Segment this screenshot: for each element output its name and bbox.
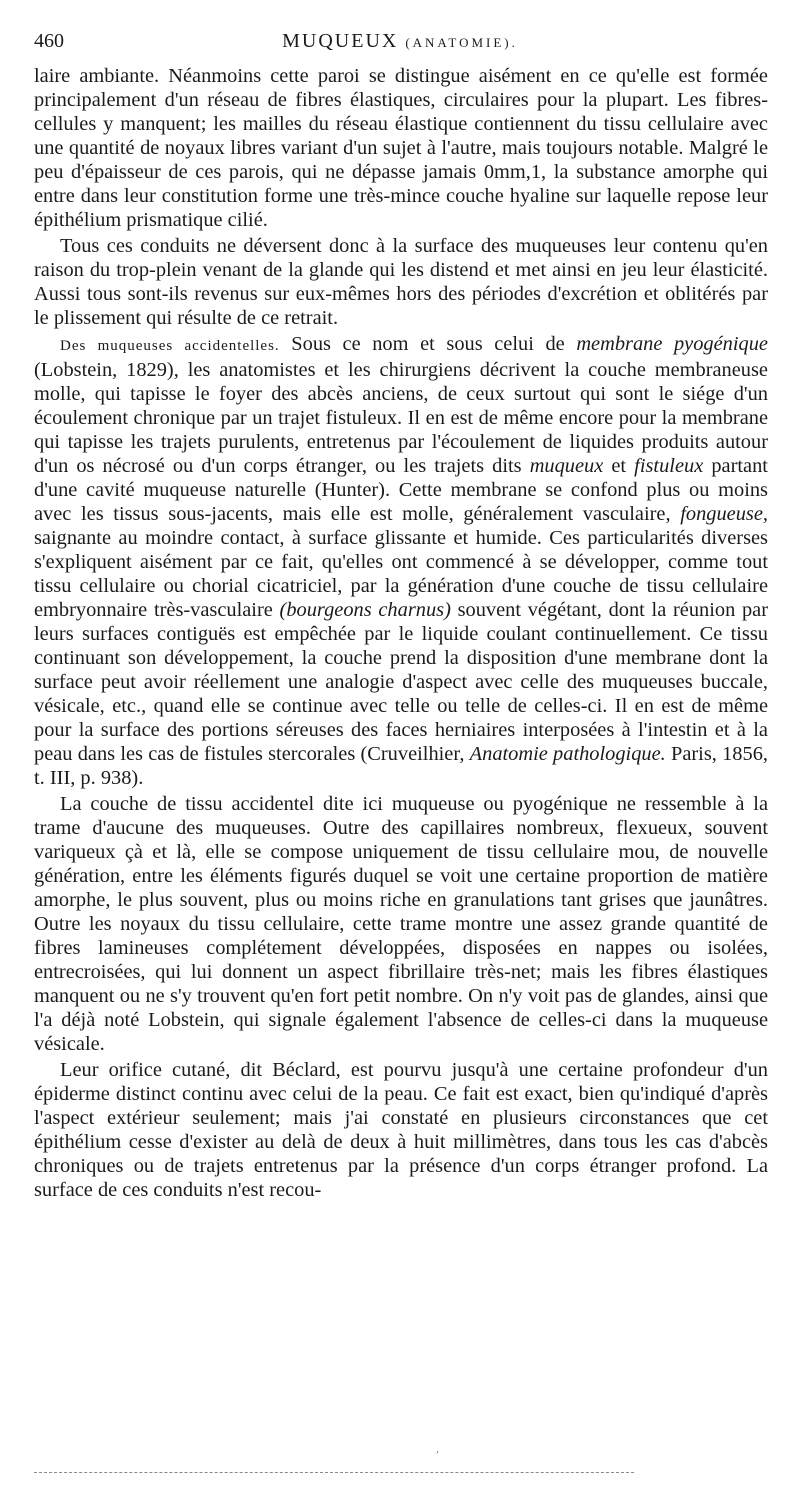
paragraph-4: La couche de tissu accidentel dite ici muqueuse ou pyogénique ne ressemble à la trame d'aucune des muqueuses. Outre des capillaires nombreux, flexueux, souvent variqueux çà et là, elle se compose uniquement de tissu cellulaire mou, de nouvelle génération, entre les éléments figurés duquel se voit une certaine proportion de matière amorphe, le plus souvent, plus ou moins riche en granulations tant grises que jaunâtres. Outre les noyaux du tissu cellulaire, cette trame montre une assez grande quantité de fibres lamineuses complétement développées, disposées en nappes ou isolées, entrecroisées, qui lui donnent un aspect fibrillaire très-net; mais les fibres élastiques manquent ou ne s'y trouvent qu'en fort petit nombre. On n'y voit pas de glandes, ainsi que l'a déjà noté Lobstein, qui signale également l'absence de celles-ci dans la muqueuse vésicale.	[34, 793, 768, 1055]
paragraph-5: Leur orifice cutané, dit Béclard, est pourvu jusqu'à une certaine profondeur d'un épiderme distinct continu avec celui de la peau. Ce fait est exact, bien qu'indiqué d'après l'aspect extérieur seulement; mais j'ai constaté en plusieurs circonstances que cet épithélium cesse d'exister au delà de deux à huit millimètres, dans tous les cas d'abcès chroniques ou de trajets entretenus par la présence d'un corps étranger profond. La surface de ces conduits n'est recou-	[34, 1059, 768, 1201]
running-title-main: MUQUEUX	[282, 30, 399, 52]
paragraph-3-text-d: partant d'une cavité muqueuse naturelle (Hunter). Cette membrane se confond plus ou moins avec les tissus sous-jacents, mais elle est molle, généralement vasculaire,	[34, 455, 768, 525]
citation-title: Anatomie pathologique.	[469, 743, 666, 765]
term-fistuleux: fistuleux	[634, 455, 704, 477]
footer-rule	[34, 1472, 634, 1473]
paragraph-3	[34, 332, 768, 790]
paragraph-1: laire ambiante. Néanmoins cette paroi se distingue aisément en ce qu'elle est formée principalement d'un réseau de fibres élastiques, circulaires pour la plupart. Les fibres-cellules y manquent; les mailles du réseau élastique contiennent du tissu cellulaire avec une quantité de noyaux libres variant d'un sujet à l'autre, mais toujours notable. Malgré le peu d'épaisseur de ces parois, qui ne dépasse jamais 0mm,1, la substance amorphe qui entre dans leur constitution forme une très-mince couche hyaline sur laquelle repose leur épithélium prismatique cilié.	[34, 65, 768, 231]
term-fongueuse: fongueuse,	[680, 503, 768, 525]
term-bourgeons-charnus: (bourgeons charnus)	[279, 599, 451, 621]
term-muqueux: muqueux	[529, 455, 604, 477]
page-number: 460	[34, 30, 64, 52]
section-heading: Des muqueuses accidentelles.	[60, 338, 280, 354]
page-header	[34, 30, 766, 56]
running-title	[34, 30, 766, 53]
paragraph-3-text-e: saignante au moindre contact, à surface glissante et humide. Ces particularités diverses s'expliquent aisément par ce fait, qu'elles ont commencé à se développer, comme tout tissu cellulaire ou chorial cicatriciel, par la génération d'une couche de tissu cellulaire embryonnaire très-vasculaire	[34, 527, 768, 621]
paragraph-3-text-f: souvent végétant, dont la réunion par leurs surfaces contiguës est empêchée par le liquide coulant continuellement. Ce tissu continuant son développement, la couche prend la disposition d'une membrane dont la surface peut avoir réellement une analogie d'aspect avec celle des muqueuses buccale, vésicale, etc., quand elle se continue avec telle ou telle de celles-ci. Il en est de même pour la surface des portions séreuses des faces herniaires interposées à l'intestin et à la peau dans les cas de fistules stercorales (Cruveilhier,	[34, 599, 769, 765]
paragraph-3-text-a: Sous ce nom et sous celui de	[291, 333, 565, 355]
body-text	[34, 64, 768, 1204]
paragraph-3-text-g: Paris, 1856, t. III, p. 938).	[34, 743, 768, 789]
footer-mark: ,	[436, 1444, 440, 1455]
paragraph-3-text-b: (Lobstein, 1829), les anatomistes et les chirurgiens décrivent la couche membraneuse molle, qui tapisse le foyer des abcès anciens, de ceux surtout qui sont le siége d'un écoulement chronique par un trajet fistuleux. Il en est de même encore pour la membrane qui tapisse les trajets purulents, entretenus par l'écoulement de liquides produits autour d'un os nécrosé ou d'un corps étranger, ou les trajets dits	[34, 359, 768, 477]
term-membrane-pyogenique: membrane pyogénique	[576, 333, 768, 355]
paragraph-2: Tous ces conduits ne déversent donc à la surface des muqueuses leur contenu qu'en raison du trop-plein venant de la glande qui les distend et met ainsi en jeu leur élasticité. Aussi tous sont-ils revenus sur eux-mêmes hors des périodes d'excrétion et oblitérés par le plissement qui résulte de ce retrait.	[34, 235, 768, 329]
running-title-sub: (ANATOMIE).	[405, 35, 518, 50]
paragraph-3-text-c: et	[611, 455, 627, 477]
